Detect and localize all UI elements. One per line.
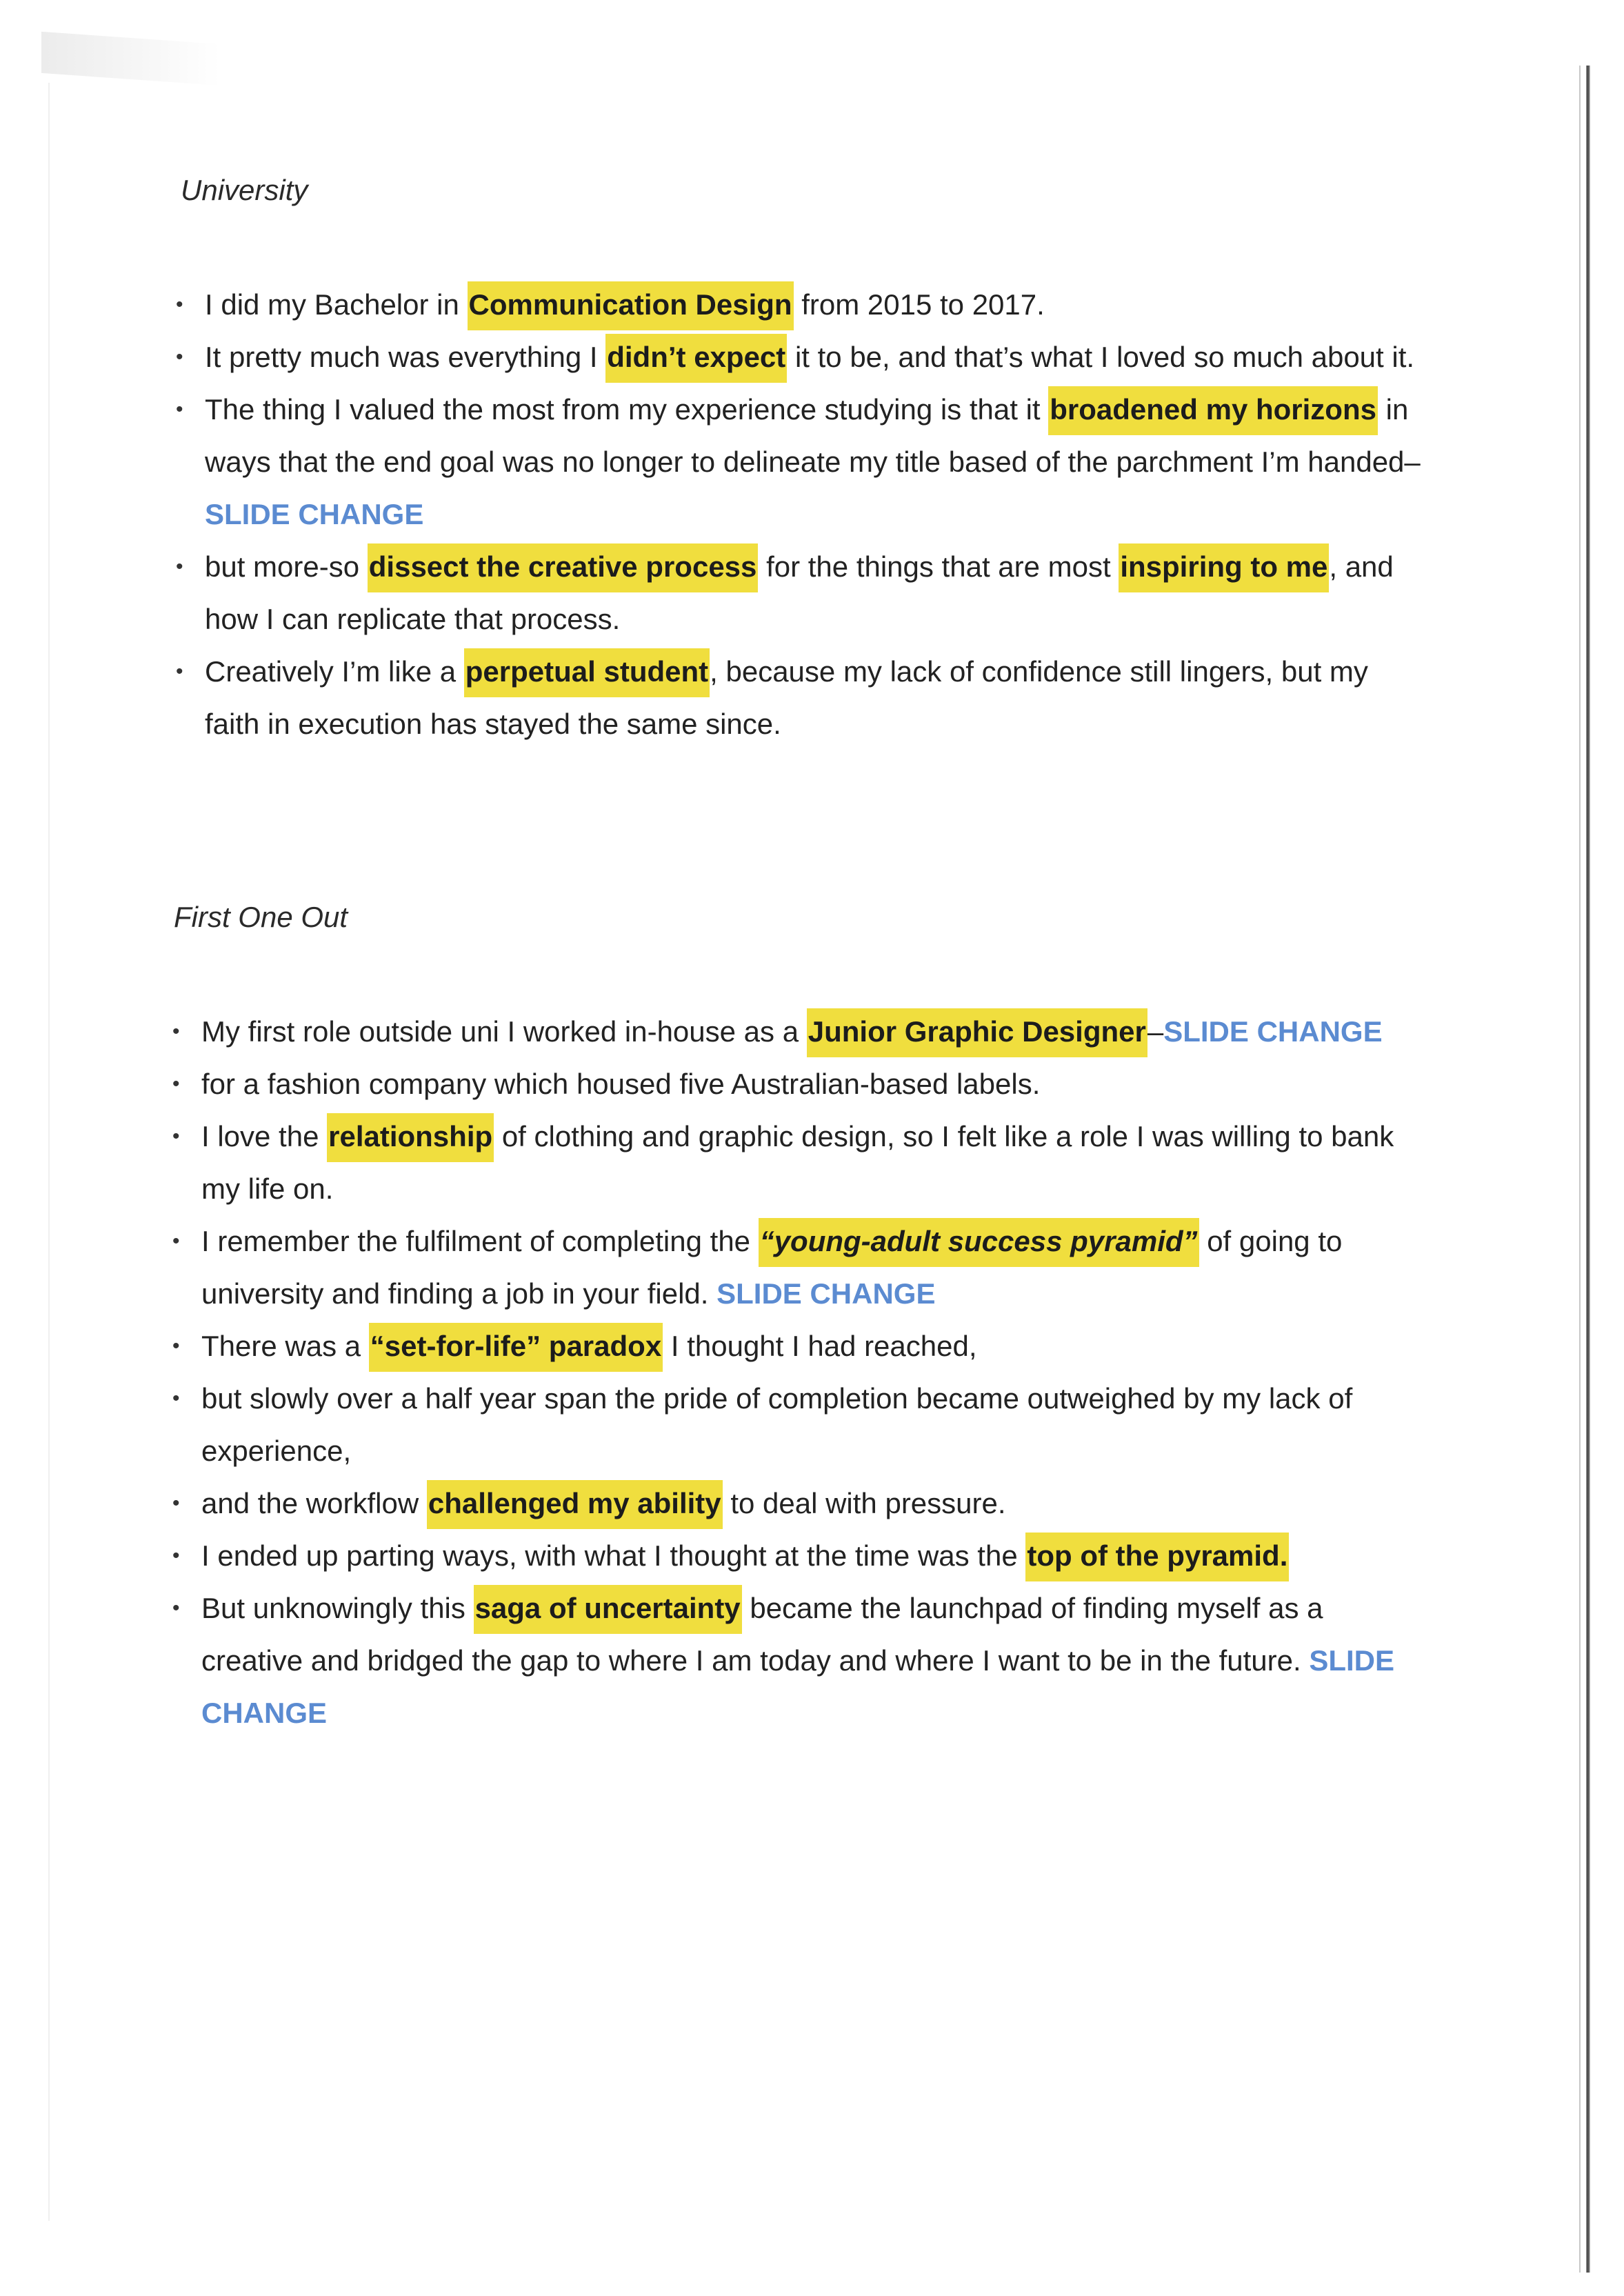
highlighted-phrase: perpetual student	[464, 648, 710, 697]
slide-change-cue: SLIDE CHANGE	[201, 1644, 1395, 1729]
bullet-dot-icon: •	[172, 1020, 180, 1043]
slide-change-cue: SLIDE CHANGE	[205, 498, 424, 530]
section-heading-university: University	[181, 174, 308, 206]
text-run: I thought I had reached,	[663, 1330, 977, 1362]
bullet-item	[172, 1058, 1424, 1110]
text-run: I remember the fulfilment of completing the	[201, 1225, 759, 1257]
text-run: and the workflow	[201, 1487, 427, 1519]
text-run: from 2015 to 2017.	[793, 288, 1045, 321]
bullet-dot-icon: •	[172, 1072, 180, 1095]
text-run: There was a	[201, 1330, 369, 1362]
bullet-item	[172, 1582, 1424, 1739]
text-run: but slowly over a half year span the pride of completion became outweighed by my lack of experience,	[201, 1382, 1353, 1467]
bullet-dot-icon: •	[172, 1125, 180, 1148]
slide-change-cue: SLIDE CHANGE	[716, 1277, 936, 1310]
text-run: in ways that the end goal was no longer to delineate my title based of the parchment I’m handed–	[205, 393, 1421, 478]
bullet-dot-icon: •	[172, 1230, 180, 1252]
text-run: but more-so	[205, 550, 368, 583]
text-run: It pretty much was everything I	[205, 341, 606, 373]
scan-shadow-corner	[41, 32, 221, 86]
text-run: , because my lack of confidence still lingers, but my faith in execution has stayed the same since.	[205, 655, 1368, 740]
highlighted-phrase: top of the pyramid.	[1025, 1533, 1289, 1581]
bullet-dot-icon: •	[176, 293, 183, 316]
highlighted-phrase: Junior Graphic Designer	[807, 1008, 1147, 1057]
highlighted-phrase: inspiring to me	[1119, 543, 1329, 592]
highlighted-phrase: Communication Design	[468, 281, 794, 330]
highlighted-phrase: saga of uncertainty	[474, 1585, 742, 1634]
bullet-item	[176, 279, 1424, 331]
bullet-item	[172, 1372, 1424, 1477]
slide-change-cue: SLIDE CHANGE	[1163, 1015, 1383, 1048]
bullet-item	[172, 1215, 1424, 1320]
text-run: , and how I can replicate that process.	[205, 550, 1394, 635]
bullet-item	[172, 1006, 1424, 1058]
bullet-list-first-one-out	[172, 1006, 1424, 1739]
bullet-item	[176, 646, 1424, 750]
scan-edge-right-inner	[1579, 66, 1581, 2273]
section-heading-first-one-out: First One Out	[174, 901, 348, 933]
bullet-dot-icon: •	[172, 1492, 180, 1515]
text-run: for a fashion company which housed five Australian-based labels.	[201, 1068, 1041, 1100]
bullet-dot-icon: •	[172, 1387, 180, 1410]
text-run: of going to university and finding a job in your field.	[201, 1225, 1343, 1310]
bullet-item	[172, 1477, 1424, 1530]
bullet-dot-icon: •	[176, 346, 183, 368]
text-run: –	[1147, 1015, 1164, 1048]
highlighted-phrase: relationship	[327, 1113, 494, 1162]
bullet-item	[172, 1320, 1424, 1372]
highlighted-phrase: “young-adult success pyramid”	[759, 1218, 1199, 1267]
bullet-item	[172, 1530, 1424, 1582]
bullet-item	[176, 541, 1424, 646]
bullet-list-university	[176, 279, 1424, 750]
highlighted-phrase: challenged my ability	[427, 1480, 723, 1529]
highlighted-phrase: “set-for-life” paradox	[369, 1323, 663, 1372]
text-run: of clothing and graphic design, so I felt like a role I was willing to bank my life on.	[201, 1120, 1394, 1205]
bullet-item	[176, 383, 1424, 541]
text-run: Creatively I’m like a	[205, 655, 464, 688]
bullet-dot-icon: •	[176, 555, 183, 578]
bullet-item	[176, 331, 1424, 383]
text-run: My first role outside uni I worked in-house as a	[201, 1015, 807, 1048]
bullet-dot-icon: •	[172, 1544, 180, 1567]
bullet-dot-icon: •	[172, 1335, 180, 1357]
highlighted-phrase: didn’t expect	[605, 334, 787, 383]
text-run: I love the	[201, 1120, 328, 1152]
highlighted-phrase: broadened my horizons	[1048, 386, 1378, 435]
scan-edge-left	[48, 83, 50, 2221]
bullet-dot-icon: •	[176, 660, 183, 683]
highlighted-phrase: dissect the creative process	[368, 543, 759, 592]
bullet-dot-icon: •	[172, 1597, 180, 1619]
text-run: became the launchpad of finding myself as a creative and bridged the gap to where I am today and where I want to be in the future.	[201, 1592, 1323, 1677]
bullet-item	[172, 1110, 1424, 1215]
text-run: to deal with pressure.	[722, 1487, 1006, 1519]
text-run: The thing I valued the most from my experience studying is that it	[205, 393, 1049, 426]
text-run: But unknowingly this	[201, 1592, 474, 1624]
text-run: for the things that are most	[758, 550, 1119, 583]
text-run: I ended up parting ways, with what I thought at the time was the	[201, 1539, 1026, 1572]
bullet-dot-icon: •	[176, 398, 183, 421]
text-run: it to be, and that’s what I loved so much about it.	[787, 341, 1415, 373]
scan-edge-right	[1586, 66, 1590, 2273]
text-run: I did my Bachelor in	[205, 288, 468, 321]
